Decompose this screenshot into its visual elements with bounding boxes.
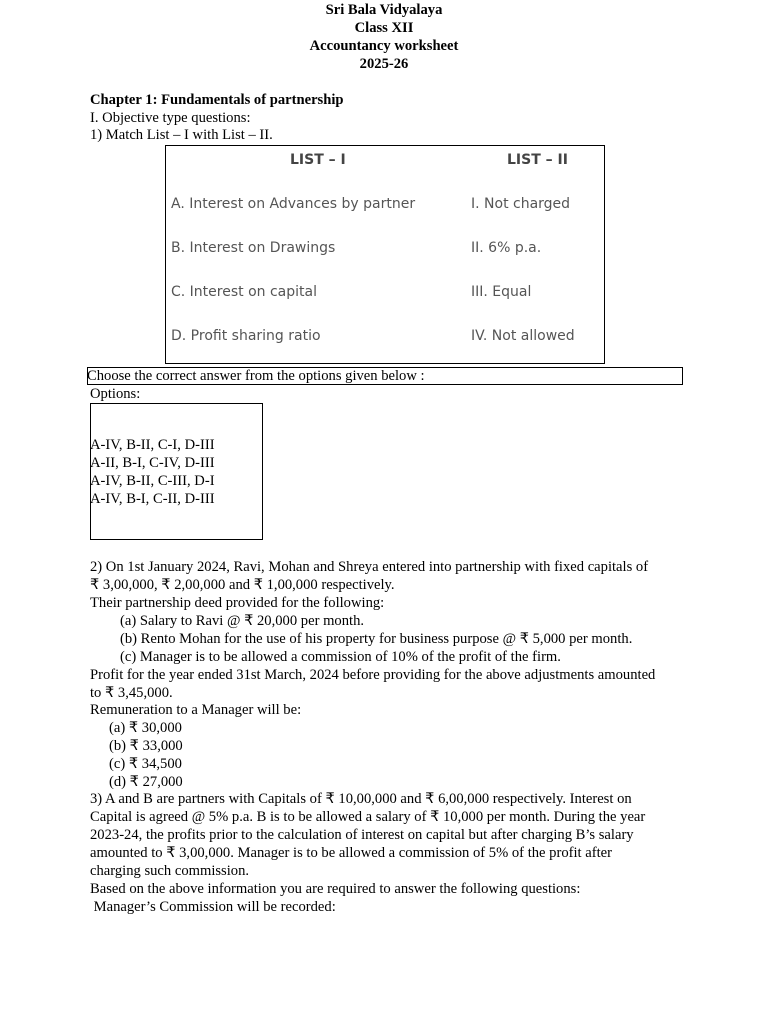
q3-text-line: charging such commission. [90,863,250,879]
match-list-table [165,145,605,364]
list-1-item: A. Interest on Advances by partner [171,196,416,212]
list-2-item: II. 6% p.a. [471,240,542,256]
q2-answer-option: (b) ₹ 33,000 [109,738,183,754]
q3-question: Manager’s Commission will be recorded: [90,899,336,915]
q2-profit-line: to ₹ 3,45,000. [90,685,173,701]
q3-text-line: Capital is agreed @ 5% p.a. B is to be allowed a salary of ₹ 10,000 per month. During the year [90,809,646,825]
q1-instruction: Choose the correct answer from the options given below : [87,368,425,384]
q2-answer-option: (a) ₹ 30,000 [109,720,182,736]
chapter-heading: Chapter 1: Fundamentals of partnership [90,92,344,108]
q3-text-line: 2023-24, the profits prior to the calculation of interest on capital but after charging B’s salary [90,827,634,843]
list-1-item: C. Interest on capital [171,284,317,300]
academic-year: 2025-26 [359,56,409,72]
q3-text-line: 3) A and B are partners with Capitals of ₹ 10,00,000 and ₹ 6,00,000 respectively. Interest on [90,791,632,807]
option-item: A-IV, B-II, C-I, D-III [90,437,215,453]
option-item: A-IV, B-II, C-III, D-I [90,473,215,489]
school-name: Sri Bala Vidyalaya [325,2,443,18]
q2-answer-option: (c) ₹ 34,500 [109,756,182,772]
q2-answer-option: (d) ₹ 27,000 [109,774,183,790]
q3-text-line: amounted to ₹ 3,00,000. Manager is to be allowed a commission of 5% of the profit after [90,845,612,861]
q2-provision: (a) Salary to Ravi @ ₹ 20,000 per month. [120,613,365,629]
list-1-item: D. Profit sharing ratio [171,328,321,344]
list-1-header: LIST – I [290,152,346,168]
q2-text-line: ₹ 3,00,000, ₹ 2,00,000 and ₹ 1,00,000 respectively. [90,577,395,593]
class-label: Class XII [354,20,414,36]
q2-provision: (b) Rento Mohan for the use of his property for business purpose @ ₹ 5,000 per month. [120,631,633,647]
list-2-item: IV. Not allowed [471,328,575,344]
list-2-header: LIST – II [507,152,568,168]
section-heading: I. Objective type questions: [90,110,251,126]
option-item: A-IV, B-I, C-II, D-III [90,491,215,507]
list-1-item: B. Interest on Drawings [171,240,336,256]
list-2-item: I. Not charged [471,196,571,212]
q2-provision: (c) Manager is to be allowed a commission of 10% of the profit of the firm. [120,649,561,665]
q3-text-line: Based on the above information you are required to answer the following questions: [90,881,581,897]
options-label: Options: [90,386,141,402]
q1-prompt: 1) Match List – I with List – II. [90,127,273,143]
list-2-item: III. Equal [471,284,532,300]
q2-profit-line: Profit for the year ended 31st March, 2024 before providing for the above adjustments amounted [90,667,656,683]
q2-text-line: Their partnership deed provided for the following: [90,595,385,611]
option-item: A-II, B-I, C-IV, D-III [90,455,215,471]
worksheet-title: Accountancy worksheet [309,38,459,54]
q2-question: Remuneration to a Manager will be: [90,702,302,718]
q2-text-line: 2) On 1st January 2024, Ravi, Mohan and Shreya entered into partnership with fixed capitals of [90,559,649,575]
